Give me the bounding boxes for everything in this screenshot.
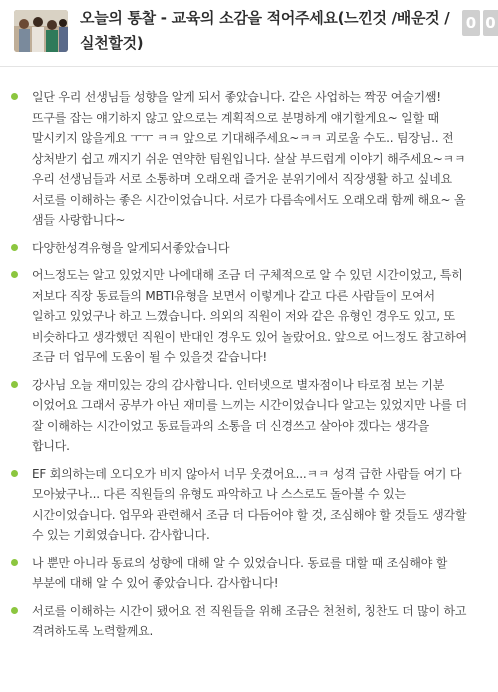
like-count-badge[interactable]: 0 [462, 10, 480, 36]
comment-text: 서로를 이해하는 시간이 됐어요 전 직원들을 위해 조금은 천천히, 칭찬도 더 많이 하고 격려하도록 노력할께요. [32, 603, 467, 638]
comment-text: 일단 우리 선생님들 성향을 알게 되서 좋았습니다. 같은 사업하는 짝꿍 여술기쌤! 뜨구를 잡는 얘기하지 않고 앞으로는 계획적으로 분명하게 얘기할게요~ 일할 때 말시키지 않을게요 ㅜㅜ ㅋㅋ 앞으로 기대해주세요~ㅋㅋ 괴로울 수도.. 팀장님.. 전 상처받기 쉽고 깨지기 쉬운 연약한 팀원입니다. 살살 부드럽게 이야기 해주세요~ㅋㅋ 우리 선생님들과 서로 소통하며 오래오래 즐거운 분위기에서 직장생활 하고 싶네요 서로를 이해하는 좋은 시간이었습니다. 서로가 다름속에서도 오래오래 함께 해요~ 올 샘들 사랑합니다~ [32, 90, 466, 227]
comment-text: EF 회의하는데 오디오가 비지 않아서 너무 웃겼어요...ㅋㅋ 성격 급한 사람들 여기 다 모아놨구나... 다른 직원들의 유형도 파악하고 나 스스로도 돌아볼 수 있는 시간이었습니다. 업무와 관련해서 조금 더 다듬어야 할 것, 조심해야 할 것들도 생각할 수 있는 기회였습니다. 감사합니다. [32, 466, 467, 542]
post-thumbnail[interactable] [14, 10, 68, 52]
comment-text: 강사님 오늘 재미있는 강의 감사합니다. 인터넷으로 별자점이나 타로점 보는 기분 이었어요 그래서 공부가 아닌 재미를 느끼는 시간이었습니다 알고는 있었지만 나를 더 잘 이해하는 시간이었고 동료들과의 소통을 더 신경쓰고 살아야 겠다는 생각을 합니다. [32, 377, 467, 453]
comment-text: 다양한성격유형을 알게되서좋았습니다 [32, 240, 230, 255]
bullet-icon [11, 244, 18, 251]
list-item [0, 464, 468, 546]
list-item [0, 87, 468, 231]
bullet-icon [11, 93, 18, 100]
post-header [0, 0, 498, 67]
list-item [0, 553, 468, 594]
bullet-icon [11, 271, 18, 278]
page-title: 오늘의 통찰 - 교육의 소감을 적어주세요(느낀것 /배운것 /실천할것) [80, 9, 450, 52]
bullet-icon [11, 607, 18, 614]
bullet-icon [11, 559, 18, 566]
bullet-icon [11, 470, 18, 477]
comment-count-badge[interactable]: 0 [483, 10, 498, 36]
list-item [0, 238, 468, 259]
comment-list [0, 67, 498, 642]
comment-text: 어느정도는 알고 있었지만 나에대해 조금 더 구체적으로 알 수 있던 시간이었고, 특히 저보다 직장 동료들의 MBTI유형을 보면서 이렇게나 같고 다른 사람들이 모여서 일하고 있었구나 하고 느꼈습니다. 의외의 직원이 저와 같은 유형인 경우도 있고, 또 비슷하다고 생각했던 직원이 반대인 경우도 있어 놀랐어요. 앞으로 어느정도 참고하여 조금 더 업무에 도움이 될 수 있을것 같습니다! [32, 268, 467, 364]
bullet-icon [11, 381, 18, 388]
list-item [0, 601, 468, 642]
list-item [0, 375, 468, 457]
list-item [0, 265, 468, 368]
comment-text: 나 뿐만 아니라 동료의 성향에 대해 알 수 있었습니다. 동료를 대할 때 조심해야 할 부분에 대해 알 수 있어 좋았습니다. 감사합니다! [32, 555, 448, 590]
